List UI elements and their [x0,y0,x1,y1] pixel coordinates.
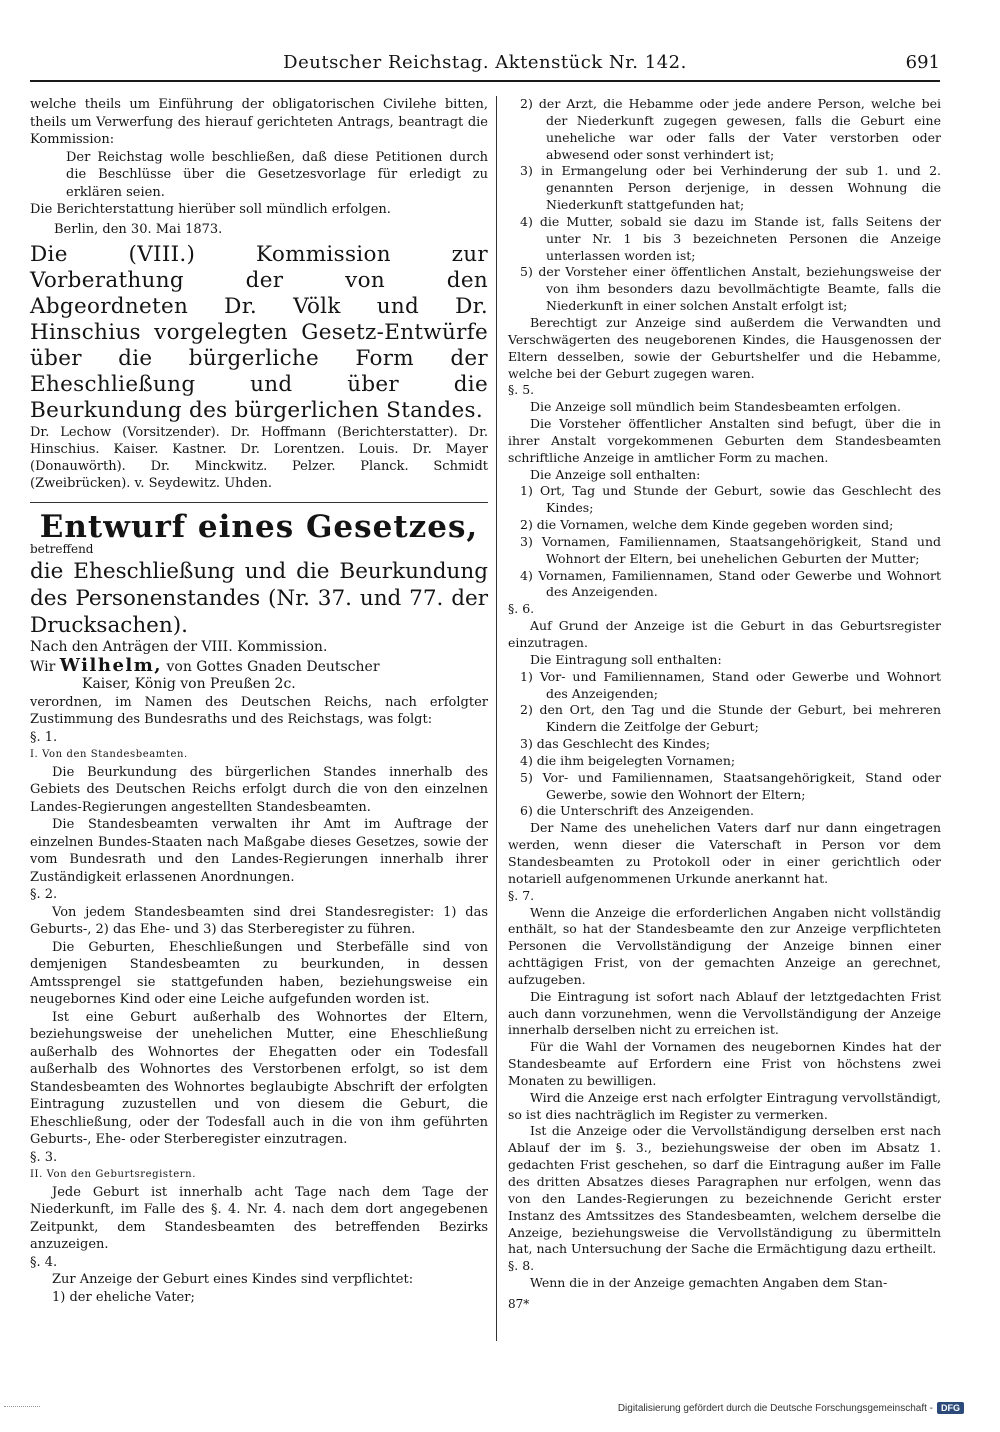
list-item: 2) der Arzt, die Hebamme oder jede andere Person, welche bei der Niederkunft zugegen gewesen, falls die Geburt eine uneheliche war oder falls der Vater verstorben oder abwesend oder sonst verhindert ist; [520,96,941,162]
paragraph: Wird die Anzeige erst nach erfolgter Eintragung vervollständigt, so ist dies nachträglich im Register zu vermerken. [508,1089,941,1122]
section-heading: II. Von den Geburtsregistern. [30,1169,196,1180]
section-number: §. 7. [508,887,535,903]
section-number: §. 3. [30,1149,58,1165]
law-subtitle: die Eheschließung und die Beurkundung des Personenstandes (Nr. 37. und 77. der Drucksachen). [30,559,488,638]
paragraph: Ist eine Geburt außerhalb des Wohnortes der Eltern, beziehungsweise der unehelichen Mutter, eine Eheschließung außerhalb des Wohnortes der Ehegatten oder ein Todesfall außerhalb des Wohnortes des Verstorbenen erfolgt, so ist dem Standesbeamten des Wohnortes beglaubigte Abschrift der erfolgten Eintragung zuzustellen und von diesem die Geburt, die Eheschließung, oder der Todesfall auch in die von ihm geführten Geburts-, Ehe- oder Sterberegister einzutragen. [30,1009,488,1147]
paragraph: Wenn die in der Anzeige gemachten Angaben dem Stan- [530,1275,888,1291]
report-contents-list [508,483,941,601]
preamble-line-2: Kaiser, König von Preußen 2c. [82,676,296,692]
commission-heading: Die (VIII.) Kommission zur Vorberathung der von den Abgeordneten Dr. Völk und Dr. Hinschius vorgelegten Gesetz-Entwürfe über die bürgerliche Form der Eheschließung und über die Beurkundung des bürgerlichen Standes. [30,242,488,423]
date-line: Berlin, den 30. Mai 1873. [54,221,223,237]
credit-text: Digitalisierung gefördert durch die Deutsche Forschungsgemeinschaft - [617,1402,933,1414]
printer-signature: 87* [508,1296,530,1311]
quoted-motion: Der Reichstag wolle beschließen, daß diese Petitionen durch die Beschlüsse über die Gesetzesvorlage für erledigt zu erklären seien. [66,149,488,200]
paragraph: Die Beurkundung des bürgerlichen Standes innerhalb des Gebiets des Deutschen Reichs erfolgt durch die von den einzelnen Landes-Regierungen angestellten Standesbeamten. [30,764,488,815]
list-item: 5) Vor- und Familiennamen, Staatsangehörigkeit, Stand oder Gewerbe, sowie den Wohnort der Eltern; [520,769,941,802]
section-number: §. 4. [30,1254,58,1270]
paragraph: Wenn die Anzeige die erforderlichen Angaben nicht vollständig enthält, so hat der Standesbeamte den zur Anzeige verpflichteten Personen die Vervollständigung der Anzeige binnen einer achttägigen Frist, von der gemachten Anzeige an gerechnet, aufzugeben. [508,904,941,987]
list-item: 6) die Unterschrift des Anzeigenden. [520,803,754,819]
entry-contents-list [508,669,941,821]
preamble-prefix: Wir [30,658,56,675]
right-column [508,96,941,1313]
paragraph: welche theils um Einführung der obligatorischen Civilehe bitten, theils um Verwerfung des hierauf gerichteten Antrags, beantragt die Kommission: [30,97,488,147]
list-item: 4) Vornamen, Familiennamen, Stand oder Gewerbe und Wohnort des Anzeigenden. [520,567,941,600]
law-title: Entwurf eines Gesetzes, [39,509,479,545]
paragraph: Die Eintragung soll enthalten: [530,651,722,667]
list-item: 3) in Ermangelung oder bei Verhinderung der sub 1. und 2. genannten Person derjenige, in dessen Wohnung die Niederkunft stattgefunden hat; [520,163,941,213]
list-item: 1) der eheliche Vater; [52,1289,195,1305]
page-number: 691 [905,52,940,73]
paragraph: Für die Wahl der Vornamen des neugebornen Kindes hat der Standesbeamte auf Erfordern eine Frist von höchstens zwei Monaten zu bewilligen. [508,1039,941,1088]
left-column [30,96,488,1306]
paragraph: Ist die Anzeige oder die Vervollständigung derselben erst nach Ablauf der im §. 3., beziehungsweise der oben im Absatz 1. gedachten Frist geschehen, so darf die Eintragung außer im Falle des dritten Absatzes dieses Paragraphen nur erfolgen, wenn das von den Landes-Regierungen zu bezeichnende Gericht erster Instanz des Amtssitzes des Standesbeamten, welchem derselbe die Anzeige, beziehungsweise die Vervollständigung zu übermitteln hat, nach Untersuchung der Sache die Ermächtigung dazu ertheilt. [508,1123,941,1257]
commission-members: Dr. Lechow (Vorsitzender). Dr. Hoffmann (Berichterstatter). Dr. Hinschius. Kaiser. Kastner. Dr. Lorentzen. Louis. Dr. Mayer (Donauwörth). Dr. Minckwitz. Pelzer. Planck. Schmidt (Zweibrücken). v. Seydewitz. Uhden. [30,425,488,491]
list-item: 3) das Geschlecht des Kindes; [520,736,711,752]
law-title-betreffend: betreffend [30,541,94,556]
section-rule [30,502,488,503]
paragraph: Der Name des unehelichen Vaters darf nur dann eingetragen werden, wenn dieser die Vaterschaft in Person vor dem Standesbeamten zu Protokoll oder in einer gerichtlich oder notariell aufgenommenen Urkunde anerkannt hat. [508,820,941,886]
page-header [30,52,940,82]
paragraph: Die Anzeige soll mündlich beim Standesbeamten erfolgen. [530,399,901,415]
list-item: 1) Vor- und Familiennamen, Stand oder Gewerbe und Wohnort des Anzeigenden; [520,668,941,701]
dfg-logo: DFG [937,1402,964,1414]
list-item: 2) die Vornamen, welche dem Kinde gegeben worden sind; [520,517,894,533]
section-number: §. 1. [30,729,58,745]
obligation-list [508,96,941,315]
scan-margin-mark [4,1406,40,1409]
list-item: 1) Ort, Tag und Stunde der Geburt, sowie das Geschlecht des Kindes; [520,483,941,516]
paragraph: Zur Anzeige der Geburt eines Kindes sind verpflichtet: [52,1272,414,1287]
paragraph: Die Geburten, Eheschließungen und Sterbefälle sind von demjenigen Standesbeamten zu beurkunden, in dessen Amtssprengel sie stattgefunden haben, beziehungsweise ein neugebornes Kind oder eine Leiche aufgefunden worden ist. [30,939,488,1007]
preamble-line [30,654,488,677]
column-divider [496,96,497,1341]
section-number: §. 2. [30,887,58,902]
section-number: §. 8. [508,1258,535,1274]
paragraph: Von jedem Standesbeamten sind drei Standesregister: 1) das Geburts-, 2) das Ehe- und 3) das Sterberegister zu führen. [30,904,488,937]
paragraph: Jede Geburt ist innerhalb acht Tage nach dem Tage der Niederkunft, im Falle des §. 4. Nr. 4. nach dem dort angegebenen Zeitpunkt, dem Standesbeamten des betreffenden Bezirks anzuzeigen. [30,1184,488,1252]
list-item: 2) den Ort, den Tag und die Stunde der Geburt, bei mehreren Kindern die Zeitfolge der Geburt; [520,702,941,735]
list-item: 3) Vornamen, Familiennamen, Staatsangehörigkeit, Stand und Wohnort der Eltern, bei unehelichen Geburten der Mutter; [520,533,941,566]
list-item: 5) der Vorsteher einer öffentlichen Anstalt, beziehungsweise der von ihm besonders dazu bevollmächtigte Beamte, falls die Niederkunft in einer solchen Anstalt erfolgt ist; [520,264,941,314]
preamble-suffix: von Gottes Gnaden Deutscher [166,658,380,675]
paragraph: Die Vorsteher öffentlicher Anstalten sind befugt, über die in ihrer Anstalt vorgekommenen Geburten dem Standesbeamten schriftliche Anzeige in amtlicher Form zu machen. [508,416,941,465]
list-item: 4) die ihm beigelegten Vornamen; [520,752,736,768]
section-number: §. 5. [508,382,535,398]
emperor-name: Wilhelm, [59,654,163,676]
paragraph: Die Anzeige soll enthalten: [530,466,701,482]
paragraph: Die Eintragung ist sofort nach Ablauf der letztgedachten Frist auch dann vorzunehmen, wenn die Vervollständigung der Anzeige innerhalb derselben nicht zu erreichen ist. [508,988,941,1038]
digitization-credit [618,1402,964,1414]
paragraph: Die Standesbeamten verwalten ihr Amt im Auftrage der einzelnen Bundes-Staaten nach Maßgabe dieses Gesetzes, sowie der vom Bundesrath und den Landes-Regierungen innerhalb ihrer Zuständigkeit erlassenen Anordnungen. [30,817,488,885]
section-number: §. 6. [508,601,535,617]
list-item: 4) die Mutter, sobald sie dazu im Stande ist, falls Seitens der unter Nr. 1 bis 3 bezeichneten Personen die Anzeige unterlassen worden ist; [520,213,941,263]
paragraph: Berechtigt zur Anzeige sind außerdem die Verwandten und Verschwägerten des neugeborenen Kindes, die Hausgenossen der Eltern desselben, sowie der Geburtshelfer und die Hebamme, welche bei der Geburt zugegen waren. [508,314,941,381]
running-title: Deutscher Reichstag. Aktenstück Nr. 142. [283,52,687,73]
paragraph: Die Berichterstattung hierüber soll mündlich erfolgen. [30,202,391,217]
commission-motion-line: Nach den Anträgen der VIII. Kommission. [30,639,328,655]
enactment-clause: verordnen, im Namen des Deutschen Reichs, nach erfolgter Zustimmung des Bundesraths und des Reichstags, was folgt: [30,694,488,727]
section-heading: I. Von den Standesbeamten. [30,749,188,760]
paragraph: Auf Grund der Anzeige ist die Geburt in das Geburtsregister einzutragen. [508,618,941,650]
